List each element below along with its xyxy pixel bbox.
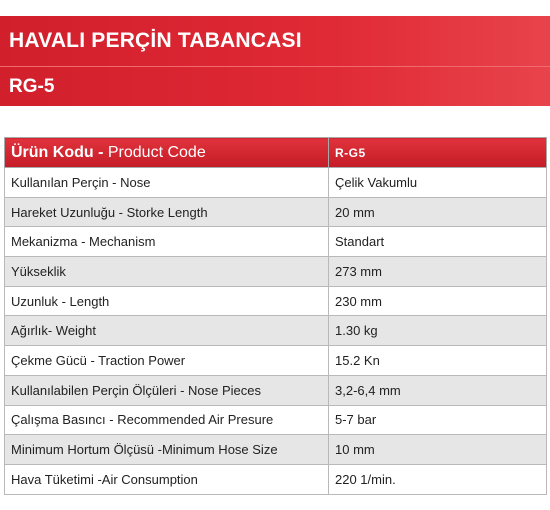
table-row [5,168,547,198]
spec-value: Standart [329,227,547,257]
spec-table [4,137,547,495]
spec-label: Uzunluk - Length [5,286,329,316]
table-row [5,227,547,257]
product-model: RG-5 [9,75,55,97]
spec-value: Çelik Vakumlu [329,168,547,198]
spec-label: Hava Tüketimi -Air Consumption [5,464,329,494]
product-model-banner [0,66,550,106]
table-row [5,346,547,376]
table-row [5,316,547,346]
spec-value: 273 mm [329,257,547,287]
table-row [5,286,547,316]
spec-value: 5-7 bar [329,405,547,435]
table-row [5,197,547,227]
spec-value: 3,2-6,4 mm [329,375,547,405]
spec-value: 220 1/min. [329,464,547,494]
product-code-label-en: Product Code [107,143,206,161]
spec-label: Çekme Gücü - Traction Power [5,346,329,376]
table-row [5,405,547,435]
spec-label: Kullanılabilen Perçin Ölçüleri - Nose Pieces [5,375,329,405]
spec-value: 1.30 kg [329,316,547,346]
spec-label: Kullanılan Perçin - Nose [5,168,329,198]
product-code-label [5,138,329,168]
spec-value: 230 mm [329,286,547,316]
table-row [5,257,547,287]
table-row [5,435,547,465]
product-code-value [329,138,547,168]
product-title: HAVALI PERÇİN TABANCASI [9,29,302,52]
table-row [5,464,547,494]
spec-label: Yükseklik [5,257,329,287]
spec-value: 10 mm [329,435,547,465]
spec-label: Hareket Uzunluğu - Storke Length [5,197,329,227]
product-code: R-G5 [335,146,366,160]
spec-label: Çalışma Basıncı - Recommended Air Presure [5,405,329,435]
product-title-banner [0,16,550,66]
spec-value: 15.2 Kn [329,346,547,376]
spec-table-header [5,138,547,168]
product-code-label-tr: Ürün Kodu - [11,143,108,161]
spec-value: 20 mm [329,197,547,227]
spec-label: Mekanizma - Mechanism [5,227,329,257]
table-row [5,375,547,405]
spec-label: Ağırlık- Weight [5,316,329,346]
spec-label: Minimum Hortum Ölçüsü -Minimum Hose Size [5,435,329,465]
